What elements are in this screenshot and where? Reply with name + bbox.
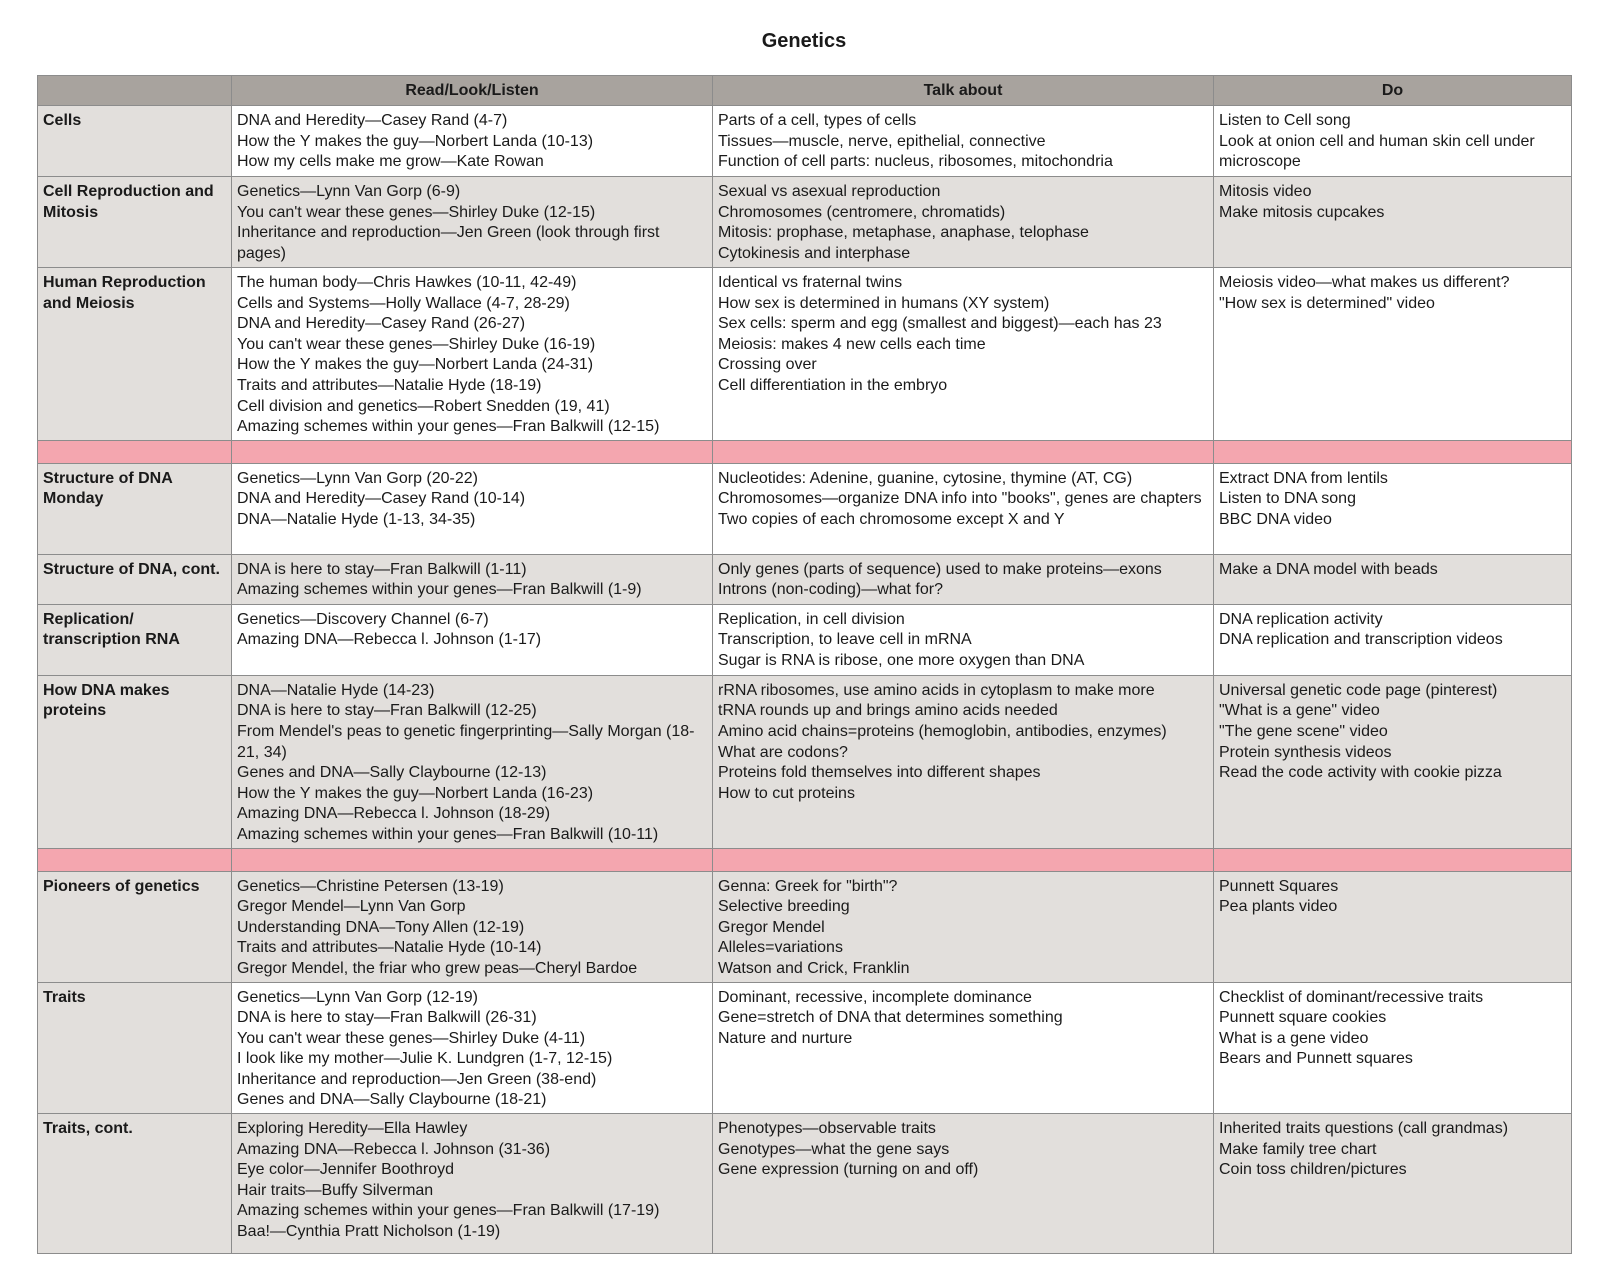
talk-item: Gregor Mendel [718,918,825,936]
talk-item: Two copies of each chromosome except X and Y [718,510,1065,528]
talk-item: How to cut proteins [718,784,855,802]
read-item: Traits and attributes—Natalie Hyde (18-19) [237,376,542,394]
do-item: Punnett Squares [1219,877,1339,895]
section-divider-row [38,848,1572,871]
read-item: Amazing schemes within your genes—Fran Balkwill (12-15) [237,418,660,436]
topic-cell: Structure of DNA, cont. [38,554,232,604]
do-item: Protein synthesis videos [1219,743,1392,761]
header-topic [38,76,232,106]
do-item: Punnett square cookies [1219,1009,1387,1027]
divider-cell [713,848,1214,871]
talk-item: Function of cell parts: nucleus, ribosomes, mitochondria [718,153,1113,171]
read-item: Amazing schemes within your genes—Fran Balkwill (1-9) [237,581,642,599]
table-row [38,1114,1572,1254]
talk-cell [713,675,1214,848]
topic-cell: How DNA makes proteins [38,675,232,848]
talk-item: Gene=stretch of DNA that determines something [718,1009,1063,1027]
divider-cell [713,440,1214,463]
do-item: Make family tree chart [1219,1140,1377,1158]
topic-cell: Human Reproduction and Meiosis [38,268,232,441]
table-row [38,604,1572,675]
read-item: Genetics—Christine Petersen (13-19) [237,877,504,895]
do-item: What is a gene video [1219,1029,1369,1047]
read-item: DNA and Heredity—Casey Rand (10-14) [237,490,526,508]
talk-item: Cytokinesis and interphase [718,244,911,262]
read-item: Understanding DNA—Tony Allen (12-19) [237,918,525,936]
read-item: Genetics—Discovery Channel (6-7) [237,610,489,628]
table-row [38,177,1572,268]
talk-item: Transcription, to leave cell in mRNA [718,631,972,649]
do-cell [1214,463,1572,554]
table-row [38,554,1572,604]
read-item: Inheritance and reproduction—Jen Green (look through first pages) [237,224,660,262]
header-talk: Talk about [713,76,1214,106]
read-item: You can't wear these genes—Shirley Duke (16-19) [237,335,596,353]
read-cell [232,268,713,441]
read-item: The human body—Chris Hawkes (10-11, 42-49) [237,274,577,291]
do-item: DNA replication and transcription videos [1219,631,1503,649]
talk-item: Meiosis: makes 4 new cells each time [718,335,986,353]
talk-cell [713,1114,1214,1254]
do-item: "What is a gene" video [1219,702,1380,720]
do-item: Listen to Cell song [1219,112,1351,129]
talk-cell [713,268,1214,441]
do-item: BBC DNA video [1219,510,1332,528]
talk-cell [713,604,1214,675]
topic-cell: Traits [38,982,232,1114]
talk-cell [713,982,1214,1114]
talk-item: Genna: Greek for "birth"? [718,877,898,895]
talk-item: Gene expression (turning on and off) [718,1161,979,1179]
talk-cell [713,871,1214,982]
divider-cell [38,848,232,871]
do-item: Checklist of dominant/recessive traits [1219,988,1484,1006]
talk-item: How sex is determined in humans (XY system) [718,294,1050,312]
divider-cell [232,848,713,871]
do-cell [1214,982,1572,1114]
read-item: Exploring Heredity—Ella Hawley [237,1120,468,1138]
read-item: Genetics—Lynn Van Gorp (20-22) [237,469,479,487]
talk-item: Identical vs fraternal twins [718,274,903,291]
read-item: From Mendel's peas to genetic fingerprinting—Sally Morgan (18-21, 34) [237,722,695,761]
do-cell [1214,177,1572,268]
read-item: DNA is here to stay—Fran Balkwill (1-11) [237,560,527,578]
read-item: Gregor Mendel, the friar who grew peas—Cheryl Bardoe [237,959,638,977]
read-item: Eye color—Jennifer Boothroyd [237,1161,454,1179]
talk-item: Sugar is RNA is ribose, one more oxygen than DNA [718,651,1085,669]
talk-item: rRNA ribosomes, use amino acids in cytoplasm to make more [718,681,1155,699]
divider-cell [38,440,232,463]
do-item: "The gene scene" video [1219,722,1388,740]
topic-cell: Traits, cont. [38,1114,232,1254]
do-item: Listen to DNA song [1219,490,1356,508]
table-body [38,106,1572,1254]
do-item: "How sex is determined" video [1219,294,1435,312]
talk-item: Alleles=variations [718,939,843,957]
talk-cell [713,177,1214,268]
read-item: Cells and Systems—Holly Wallace (4-7, 28-29) [237,294,570,312]
do-item: Mitosis video [1219,183,1312,200]
divider-cell [232,440,713,463]
divider-cell [1214,440,1572,463]
read-cell [232,604,713,675]
read-cell [232,871,713,982]
topic-cell: Pioneers of genetics [38,871,232,982]
talk-item: Cell differentiation in the embryo [718,376,948,394]
talk-item: Phenotypes—observable traits [718,1120,936,1138]
talk-item: Watson and Crick, Franklin [718,959,910,977]
talk-cell [713,106,1214,177]
read-cell [232,106,713,177]
table-row [38,871,1572,982]
read-item: Gregor Mendel—Lynn Van Gorp [237,898,466,916]
talk-cell [713,554,1214,604]
do-cell [1214,1114,1572,1254]
talk-item: Chromosomes (centromere, chromatids) [718,203,1006,221]
table-row [38,106,1572,177]
topic-cell: Cells [38,106,232,177]
do-cell [1214,268,1572,441]
read-item: You can't wear these genes—Shirley Duke (12-15) [237,203,596,221]
read-item: Baa!—Cynthia Pratt Nicholson (1-19) [237,1223,501,1241]
header-read: Read/Look/Listen [232,76,713,106]
topic-cell: Cell Reproduction and Mitosis [38,177,232,268]
talk-item: Introns (non-coding)—what for? [718,581,943,599]
talk-item: Dominant, recessive, incomplete dominance [718,988,1032,1006]
read-item: Hair traits—Buffy Silverman [237,1181,434,1199]
do-item: Coin toss children/pictures [1219,1161,1407,1179]
read-item: Amazing DNA—Rebecca l. Johnson (18-29) [237,805,551,823]
section-divider-row [38,440,1572,463]
header-do: Do [1214,76,1572,106]
read-item: DNA—Natalie Hyde (14-23) [237,681,435,699]
talk-item: Parts of a cell, types of cells [718,112,917,129]
do-item: Pea plants video [1219,898,1338,916]
do-item: Extract DNA from lentils [1219,469,1388,487]
read-cell [232,675,713,848]
do-item: Inherited traits questions (call grandmas) [1219,1120,1509,1138]
talk-cell [713,463,1214,554]
read-cell [232,463,713,554]
read-item: I look like my mother—Julie K. Lundgren (1-7, 12-15) [237,1050,613,1068]
read-item: Traits and attributes—Natalie Hyde (10-14) [237,939,542,957]
talk-item: Selective breeding [718,898,850,916]
do-item: Meiosis video—what makes us different? [1219,274,1510,291]
do-item: Look at onion cell and human skin cell under microscope [1219,132,1535,171]
talk-item: What are codons? [718,743,848,761]
read-item: Genes and DNA—Sally Claybourne (12-13) [237,764,547,782]
talk-item: Mitosis: prophase, metaphase, anaphase, telophase [718,224,1089,242]
read-item: Cell division and genetics—Robert Snedden (19, 41) [237,397,610,415]
read-cell [232,982,713,1114]
divider-cell [1214,848,1572,871]
read-cell [232,177,713,268]
do-cell [1214,106,1572,177]
talk-item: Tissues—muscle, nerve, epithelial, connective [718,132,1046,150]
read-item: How the Y makes the guy—Norbert Landa (24-31) [237,356,594,374]
do-item: Bears and Punnett squares [1219,1050,1413,1068]
talk-item: Sex cells: sperm and egg (smallest and biggest)—each has 23 [718,315,1162,333]
do-item: Make a DNA model with beads [1219,560,1438,578]
read-item: Genetics—Lynn Van Gorp (12-19) [237,988,479,1006]
talk-item: Replication, in cell division [718,610,905,628]
read-item: Inheritance and reproduction—Jen Green (38-end) [237,1070,597,1088]
talk-item: Genotypes—what the gene says [718,1140,950,1158]
read-item: How the Y makes the guy—Norbert Landa (10-13) [237,132,594,150]
read-item: Genetics—Lynn Van Gorp (6-9) [237,183,461,200]
talk-item: Only genes (parts of sequence) used to make proteins—exons [718,560,1162,578]
talk-item: tRNA rounds up and brings amino acids needed [718,702,1058,720]
read-item: How the Y makes the guy—Norbert Landa (16-23) [237,784,594,802]
table-row [38,268,1572,441]
talk-item: Nucleotides: Adenine, guanine, cytosine, thymine (AT, CG) [718,469,1133,487]
do-item: Universal genetic code page (pinterest) [1219,681,1498,699]
topic-cell: Replication/ transcription RNA [38,604,232,675]
read-item: Amazing DNA—Rebecca l. Johnson (1-17) [237,631,542,649]
talk-item: Crossing over [718,356,817,374]
curriculum-table [37,75,1572,1254]
talk-item: Sexual vs asexual reproduction [718,183,941,200]
read-item: Amazing schemes within your genes—Fran Balkwill (10-11) [237,825,659,843]
talk-item: Amino acid chains=proteins (hemoglobin, antibodies, enzymes) [718,722,1167,740]
do-cell [1214,604,1572,675]
read-item: DNA and Heredity—Casey Rand (26-27) [237,315,526,333]
table-row [38,463,1572,554]
table-row [38,675,1572,848]
read-item: Amazing schemes within your genes—Fran Balkwill (17-19) [237,1202,660,1220]
read-item: DNA is here to stay—Fran Balkwill (12-25) [237,702,537,720]
table-row [38,982,1572,1114]
read-item: DNA and Heredity—Casey Rand (4-7) [237,112,508,129]
header-row [38,76,1572,106]
do-cell [1214,871,1572,982]
page-title: Genetics [761,30,847,52]
talk-item: Proteins fold themselves into different shapes [718,764,1041,782]
do-cell [1214,554,1572,604]
read-item: DNA is here to stay—Fran Balkwill (26-31) [237,1009,537,1027]
read-cell [232,1114,713,1254]
topic-cell: Structure of DNA Monday [38,463,232,554]
read-item: DNA—Natalie Hyde (1-13, 34-35) [237,510,476,528]
read-item: How my cells make me grow—Kate Rowan [237,153,544,171]
talk-item: Nature and nurture [718,1029,853,1047]
read-item: Amazing DNA—Rebecca l. Johnson (31-36) [237,1140,551,1158]
do-cell [1214,675,1572,848]
do-item: DNA replication activity [1219,610,1383,628]
do-item: Make mitosis cupcakes [1219,203,1385,221]
do-item: Read the code activity with cookie pizza [1219,764,1502,782]
read-cell [232,554,713,604]
read-item: Genes and DNA—Sally Claybourne (18-21) [237,1091,547,1109]
talk-item: Chromosomes—organize DNA info into "books", genes are chapters [718,490,1202,508]
read-item: You can't wear these genes—Shirley Duke (4-11) [237,1029,586,1047]
